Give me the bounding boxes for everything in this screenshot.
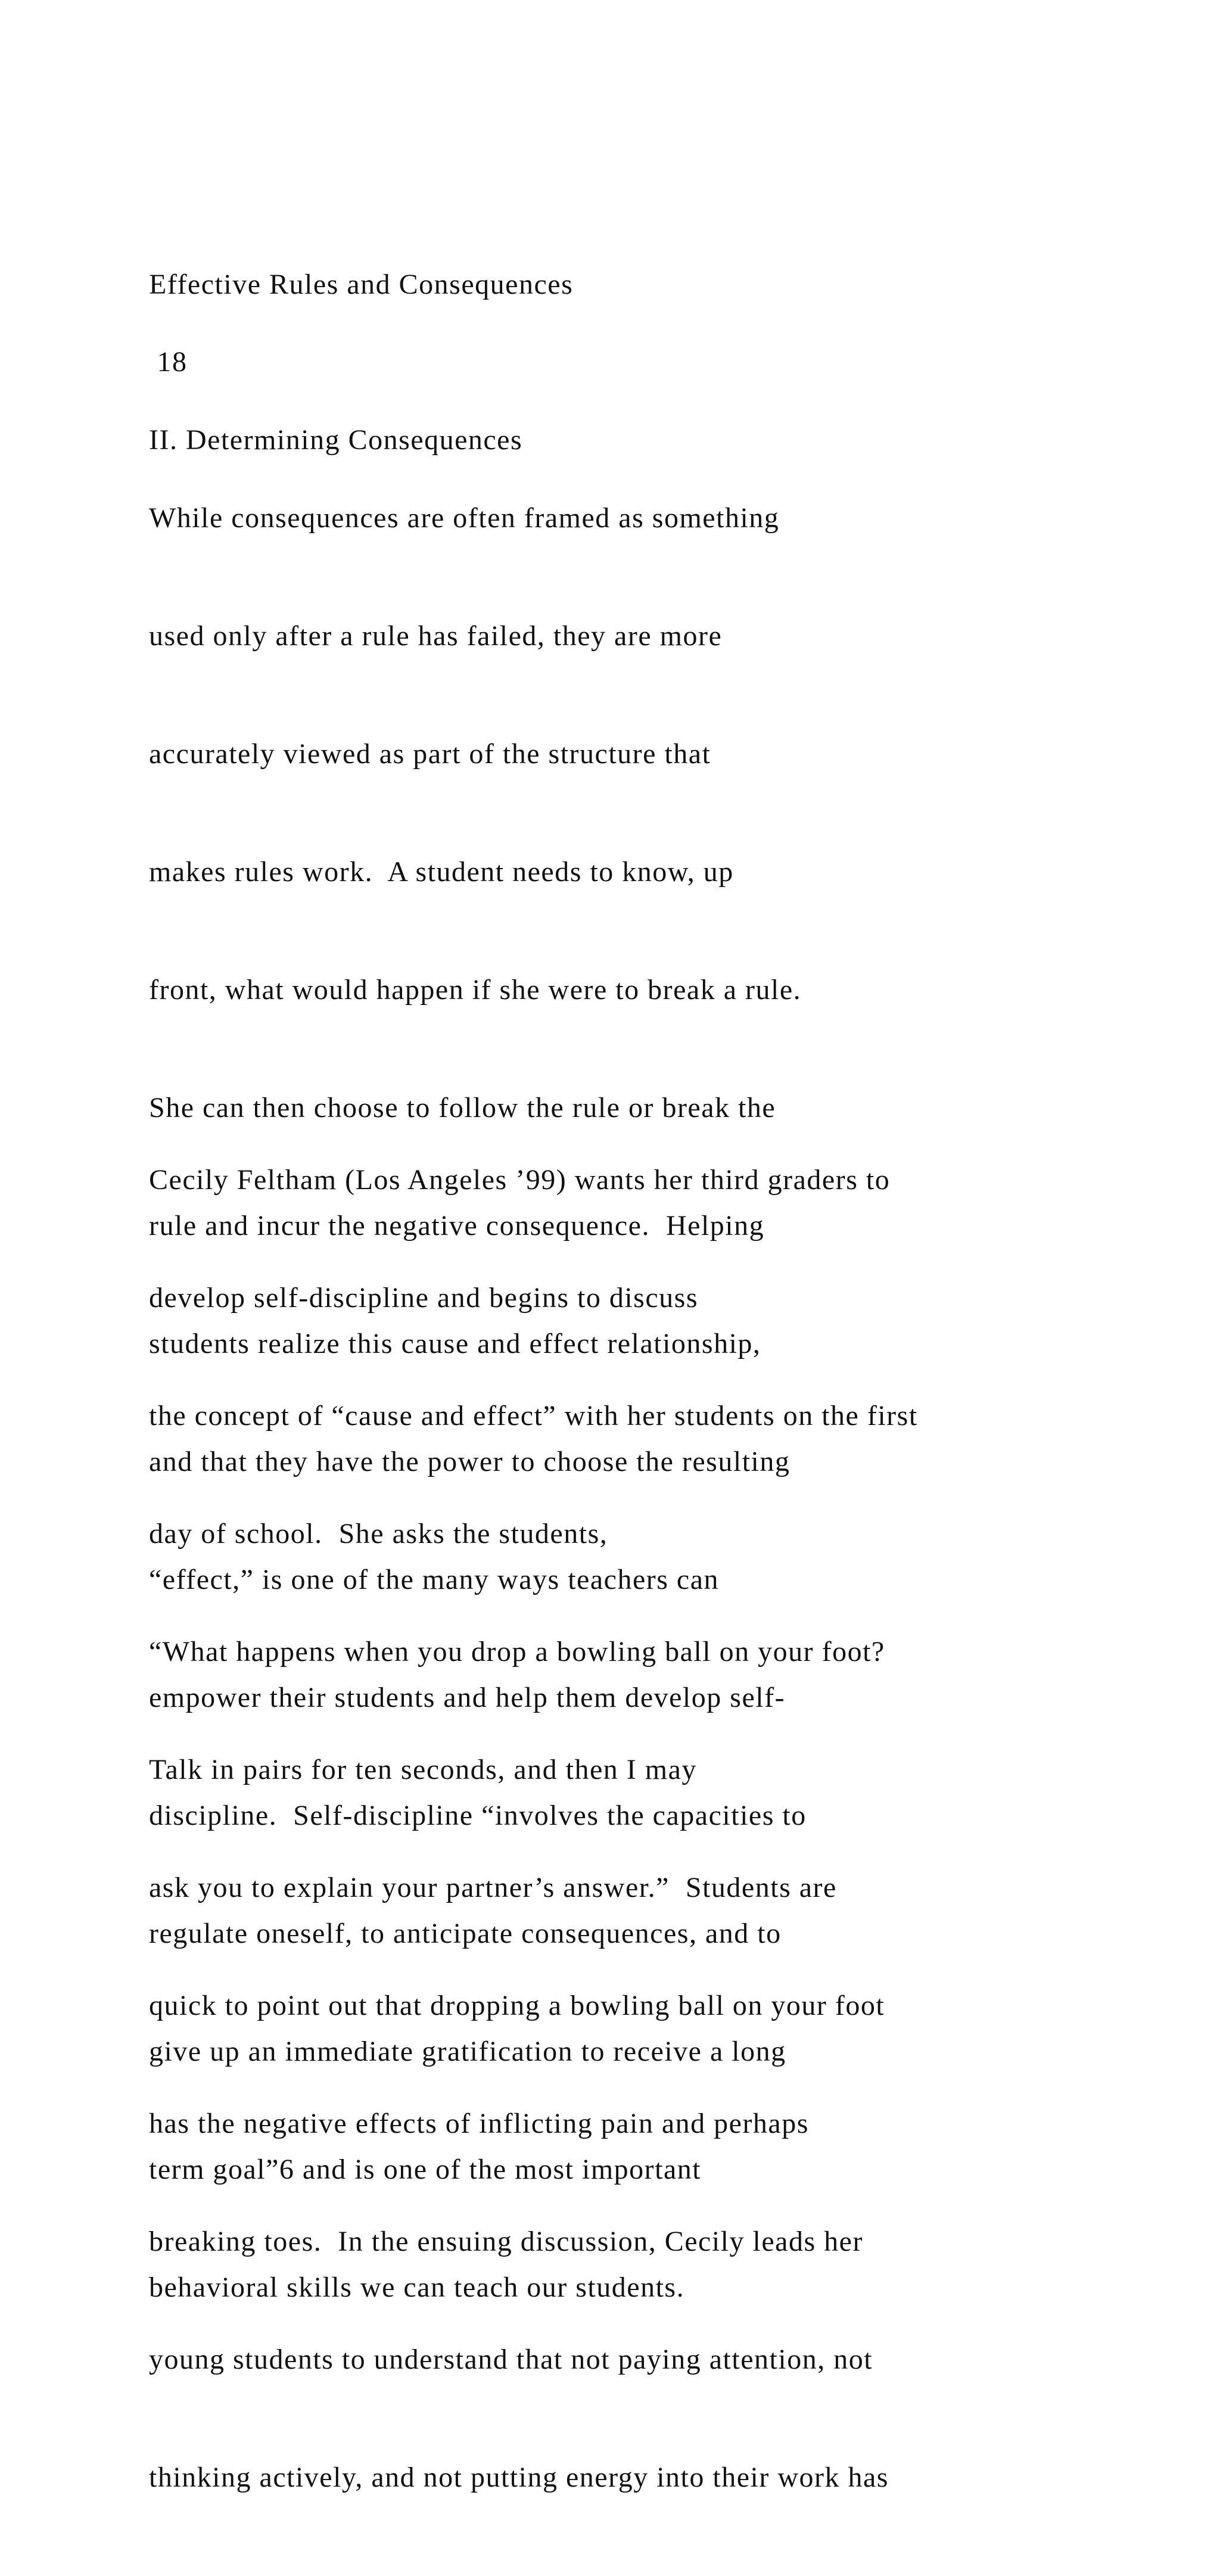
section-heading-text: II. Determining Consequences [149, 424, 523, 456]
paragraph-line: Talk in pairs for ten seconds, and then I may [149, 1754, 697, 1785]
paragraph-line: students realize this cause and effect relationship, [149, 1328, 761, 1359]
paragraph-line: ask you to explain your partner’s answer.” Students are [149, 1872, 837, 1903]
paragraph-line: term goal”6 and is one of the most important [149, 2154, 702, 2185]
paragraph-line: behavioral skills we can teach our students. [149, 2272, 685, 2303]
paragraph-line: quick to point out that dropping a bowling ball on your foot [149, 1990, 885, 2021]
paragraph-line: day of school. She asks the students, [149, 1518, 608, 1550]
paragraph-cecily-example [149, 1082, 1215, 2576]
running-title-text: Effective Rules and Consequences [149, 269, 574, 300]
paragraph-line: front, what would happen if she were to break a rule. [149, 974, 802, 1006]
paragraph-line: “effect,” is one of the many ways teachers can [149, 1564, 720, 1595]
page-number-text: 18 [149, 346, 188, 378]
paragraph-line: the concept of “cause and effect” with her students on the first [149, 1400, 918, 1432]
paragraph-line: Cecily Feltham (Los Angeles ’99) wants her third graders to [149, 1164, 891, 1196]
paragraph-line: thinking actively, and not putting energy into their work has [149, 2462, 889, 2493]
paragraph-line: discipline. Self-discipline “involves the capacities to [149, 1800, 807, 1831]
paragraph-line: “What happens when you drop a bowling ball on your foot? [149, 1636, 885, 1667]
paragraph-line: accurately viewed as part of the structure that [149, 738, 711, 770]
paragraph-line: makes rules work. A student needs to know, up [149, 856, 734, 888]
paragraph-line: empower their students and help them develop self- [149, 1682, 786, 1713]
paragraph-line: has the negative effects of inflicting pain and perhaps [149, 2108, 809, 2139]
paragraph-line: develop self-discipline and begins to discuss [149, 1282, 699, 1314]
paragraph-line: young students to understand that not paying attention, not [149, 2344, 873, 2375]
paragraph-line: give up an immediate gratification to receive a long [149, 2036, 786, 2067]
paragraph-line: used only after a rule has failed, they are more [149, 620, 723, 652]
paragraph-line: breaking toes. In the ensuing discussion, Cecily leads her [149, 2226, 863, 2257]
paragraph-line: rule and incur the negative consequence. Helping [149, 1210, 765, 1242]
paragraph-line: and that they have the power to choose the resulting [149, 1446, 790, 1477]
paragraph-line: regulate oneself, to anticipate consequences, and to [149, 1918, 782, 1949]
paragraph-line: She can then choose to follow the rule or break the [149, 1092, 776, 1124]
paragraph-line: While consequences are often framed as something [149, 502, 780, 534]
